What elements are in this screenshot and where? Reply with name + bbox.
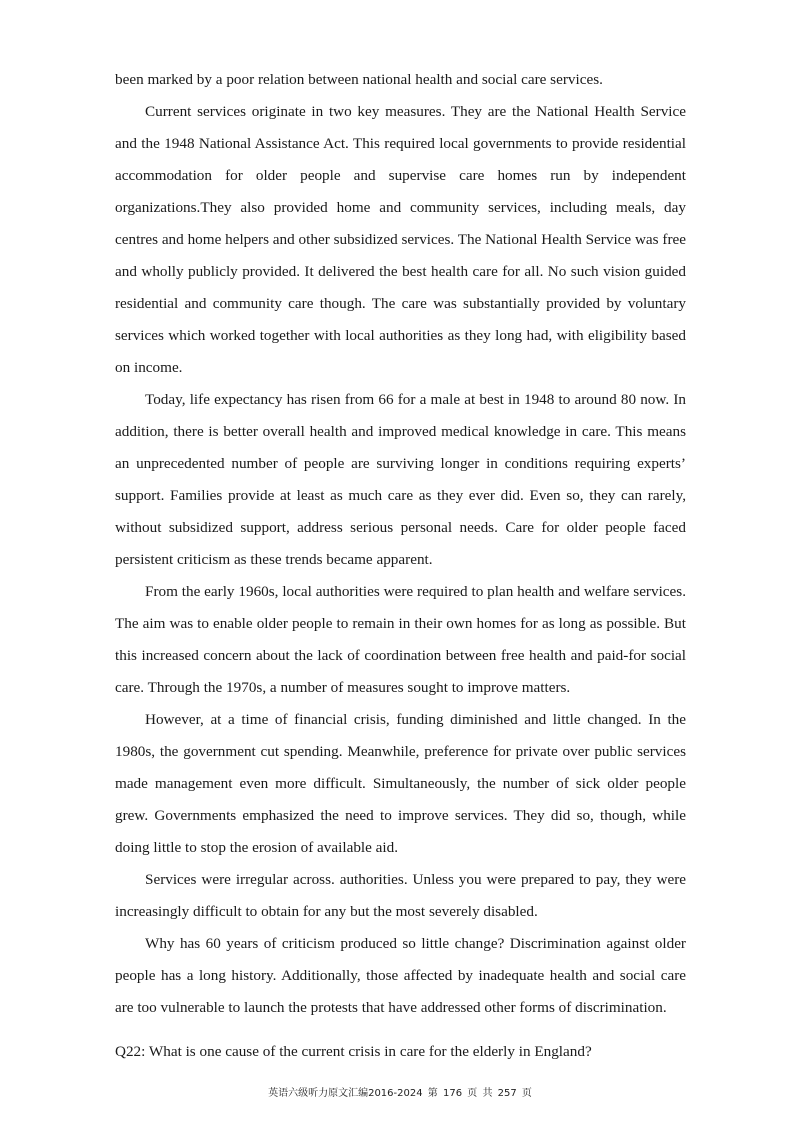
footer-current-page: 176 <box>442 1088 463 1099</box>
paragraph-irregular-services: Services were irregular across. authorities. Unless you were prepared to pay, they were increasingly difficult to obtain for any but the most severely disabled. <box>115 871 686 920</box>
paragraph-criticism: Why has 60 years of criticism produced so little change? Discrimination against older people has a long history. Additionally, those affected by inadequate health and social care are too vulnerable to launch the protests that have addressed other forms of discrimination. <box>115 935 686 1016</box>
paragraph-1960s: From the early 1960s, local authorities were required to plan health and welfare services. The aim was to enable older people to remain in their own homes for as long as possible. But this increased concern about the lack of coordination between free health and paid-for social care. Through the 1970s, a number of measures sought to improve matters. <box>115 583 686 696</box>
footer-title: 英语六级听力原文汇编2016-2024 <box>268 1088 423 1099</box>
question-text: Q22: What is one cause of the current crisis in care for the elderly in England? <box>115 1043 592 1060</box>
paragraph-current-services: Current services originate in two key measures. They are the National Health Service and the 1948 National Assistance Act. This required local governments to provide residential accommodation for older people and supervise care homes run by independent organizations.They also provided home and community services, including meals, day centres and home helpers and other subsidized services. The National Health Service was free and wholly publicly provided. It delivered the best health care for all. No such vision guided residential and community care though. The care was substantially provided by voluntary services which worked together with local authorities as they long had, with eligibility based on income. <box>115 103 686 376</box>
paragraph-life-expectancy: Today, life expectancy has risen from 66 for a male at best in 1948 to around 80 now. In addition, there is better overall health and improved medical knowledge in care. This means an unprecedented number of people are surviving longer in conditions requiring experts’ support. Families provide at least as much care as they ever did. Even so, they can rarely, without subsidized support, address serious personal needs. Care for older people faced persistent criticism as these trends became apparent. <box>115 391 686 568</box>
paragraph-financial-crisis: However, at a time of financial crisis, funding diminished and little changed. In the 1980s, the government cut spending. Meanwhile, preference for private over public services made management even more difficult. Simultaneously, the number of sick older people grew. Governments emphasized the need to improve services. They did so, though, while doing little to stop the erosion of available aid. <box>115 711 686 856</box>
page-footer <box>0 1084 800 1099</box>
footer-total-pages: 257 <box>497 1088 517 1099</box>
footer-total-prefix: 共 <box>482 1088 493 1099</box>
document-body <box>115 64 686 1024</box>
footer-total-word: 页 <box>521 1088 532 1099</box>
footer-page-prefix: 第 <box>427 1088 438 1099</box>
paragraph-continuation: been marked by a poor relation between national health and social care services. <box>115 71 603 88</box>
footer-page-word: 页 <box>467 1088 478 1099</box>
